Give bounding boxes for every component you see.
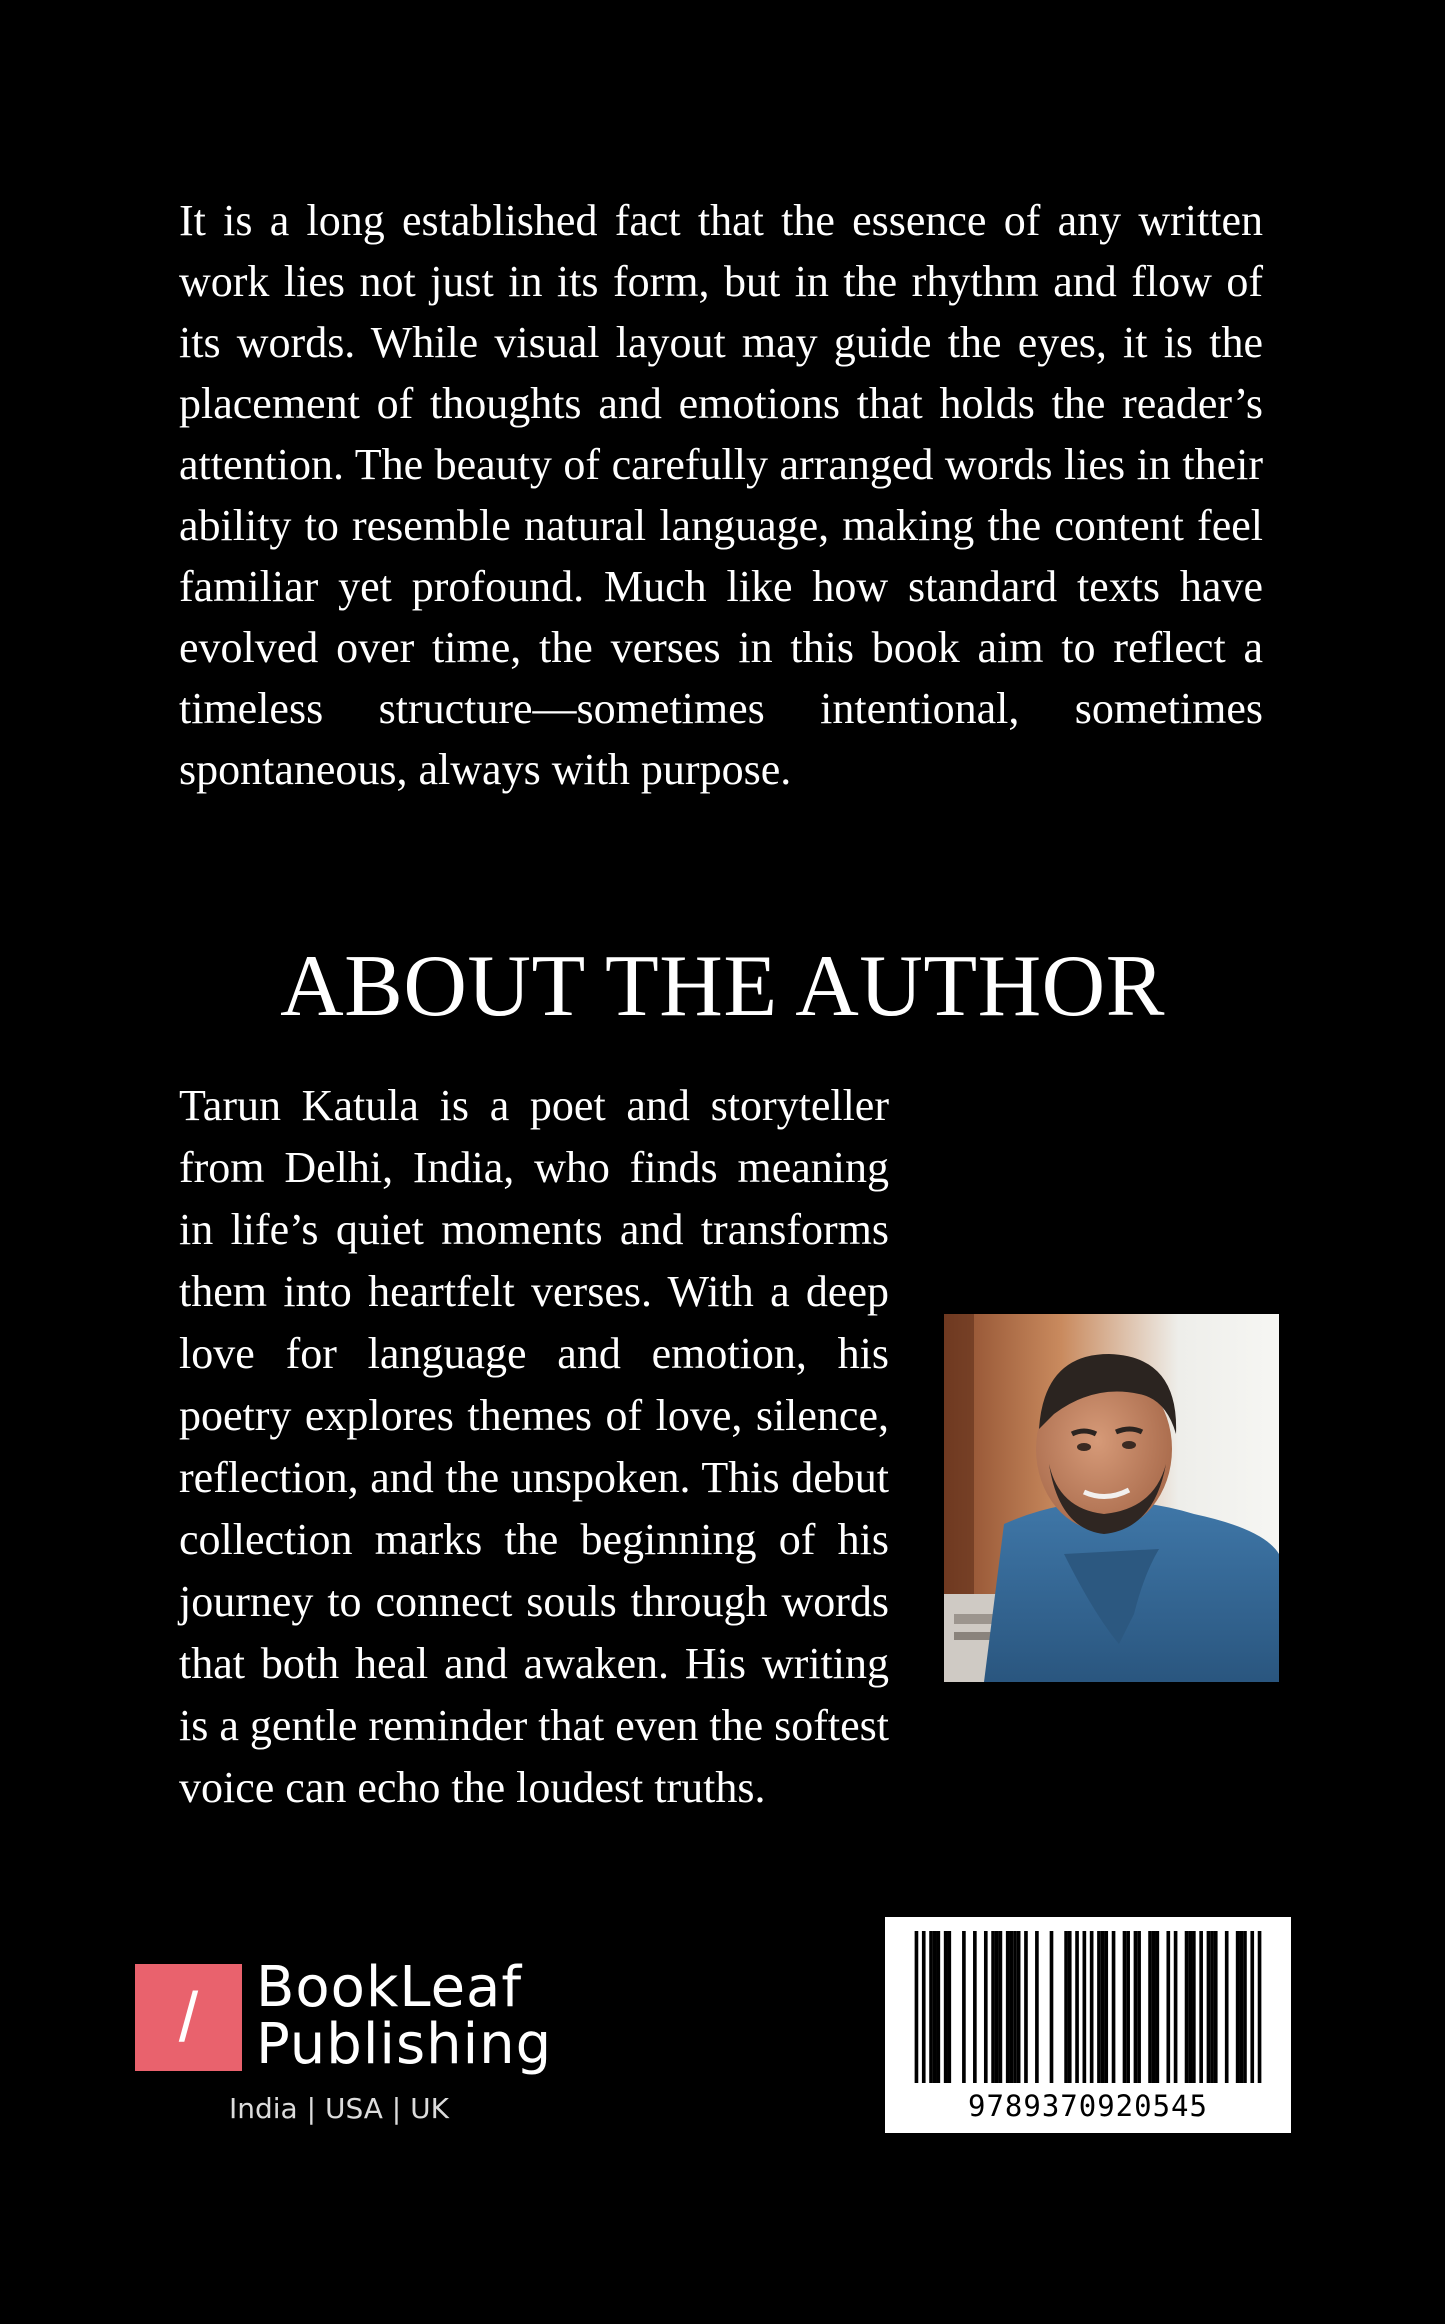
barcode-bar <box>1101 1931 1105 2083</box>
barcode-bar <box>1006 1931 1010 2083</box>
barcode-bar <box>915 1931 919 2083</box>
barcode-bar <box>1185 1931 1189 2083</box>
barcode-bar <box>1239 1931 1243 2083</box>
isbn-barcode <box>885 1917 1291 2133</box>
barcode-bar <box>1258 1931 1262 2083</box>
barcode-bar <box>947 1931 951 2083</box>
barcode-bar <box>1050 1931 1054 2083</box>
barcode-bar <box>984 1931 988 2083</box>
barcode-bar <box>1188 1931 1192 2083</box>
barcode-bar <box>1199 1931 1203 2083</box>
barcode-bar <box>1090 1931 1094 2083</box>
barcode-bars <box>885 1917 1291 2089</box>
publisher-name-line2: Publishing <box>256 2012 553 2077</box>
barcode-bar <box>1017 1931 1021 2083</box>
barcode-bar <box>962 1931 966 2083</box>
barcode-bar <box>1104 1931 1108 2083</box>
barcode-bar <box>995 1931 999 2083</box>
publisher-logo-mark: / <box>135 1964 242 2071</box>
barcode-bar <box>1137 1931 1141 2083</box>
publisher-name-line1: BookLeaf <box>256 1955 523 2020</box>
barcode-bar <box>933 1931 937 2083</box>
author-bio: Tarun Katula is a poet and storyteller from Delhi, India, who finds meaning in life’s quiet moments and transforms them into heartfelt verses. With a deep love for language and emotion, his poetry explores themes of love, silence, reflection, and the unspoken. This debut collection marks the beginning of his journey to connect souls through words that both heal and awaken. His writing is a gentle reminder that even the softest voice can echo the loudest truths. <box>179 1081 889 1812</box>
barcode-bar <box>929 1931 933 2083</box>
barcode-bar <box>1134 1931 1138 2083</box>
publisher-regions: India | USA | UK <box>229 2092 449 2125</box>
barcode-bar <box>1083 1931 1087 2083</box>
barcode-bar <box>1126 1931 1130 2083</box>
barcode-bar <box>1243 1931 1247 2083</box>
barcode-bar <box>1207 1931 1211 2083</box>
isbn-number: 9789370920545 <box>968 2089 1208 2123</box>
barcode-bar <box>1156 1931 1160 2083</box>
barcode-bar <box>1236 1931 1240 2083</box>
barcode-bar <box>1013 1931 1017 2083</box>
barcode-bar <box>1112 1931 1116 2083</box>
barcode-bar <box>1166 1931 1170 2083</box>
barcode-bar <box>1068 1931 1072 2083</box>
barcode-bar <box>1192 1931 1196 2083</box>
barcode-bar <box>1024 1931 1028 2083</box>
barcode-bar <box>1210 1931 1214 2083</box>
barcode-bar <box>937 1931 941 2083</box>
barcode-bar <box>973 1931 977 2083</box>
barcode-bar <box>991 1931 995 2083</box>
barcode-bar <box>1152 1931 1156 2083</box>
barcode-bar <box>1010 1931 1014 2083</box>
barcode-bar <box>999 1931 1003 2083</box>
barcode-bar <box>1174 1931 1178 2083</box>
barcode-bar <box>1225 1931 1229 2083</box>
barcode-bar <box>1035 1931 1039 2083</box>
publisher-logo <box>135 1955 553 2144</box>
book-blurb: It is a long established fact that the essence of any written work lies not just in its form, but in the rhythm and flow of its words. While visual layout may guide the eyes, it is the placement of thoughts and emotions that holds the reader’s attention. The beauty of carefully arranged words lies in their ability to resemble natural language, making the content feel familiar yet profound. Much like how standard texts have evolved over time, the verses in this book aim to reflect a timeless structure—sometimes intentional, sometimes spontaneous, always with purpose. <box>179 196 1263 794</box>
barcode-bar <box>1250 1931 1254 2083</box>
author-photo <box>944 1314 1279 1682</box>
barcode-bar <box>1123 1931 1127 2083</box>
about-author-heading: ABOUT THE AUTHOR <box>280 938 1165 1035</box>
barcode-bar <box>1075 1931 1079 2083</box>
barcode-bar <box>922 1931 926 2083</box>
barcode-bar <box>1214 1931 1218 2083</box>
barcode-bar <box>944 1931 948 2083</box>
barcode-bar <box>1097 1931 1101 2083</box>
barcode-bar <box>1148 1931 1152 2083</box>
barcode-bar <box>1064 1931 1068 2083</box>
